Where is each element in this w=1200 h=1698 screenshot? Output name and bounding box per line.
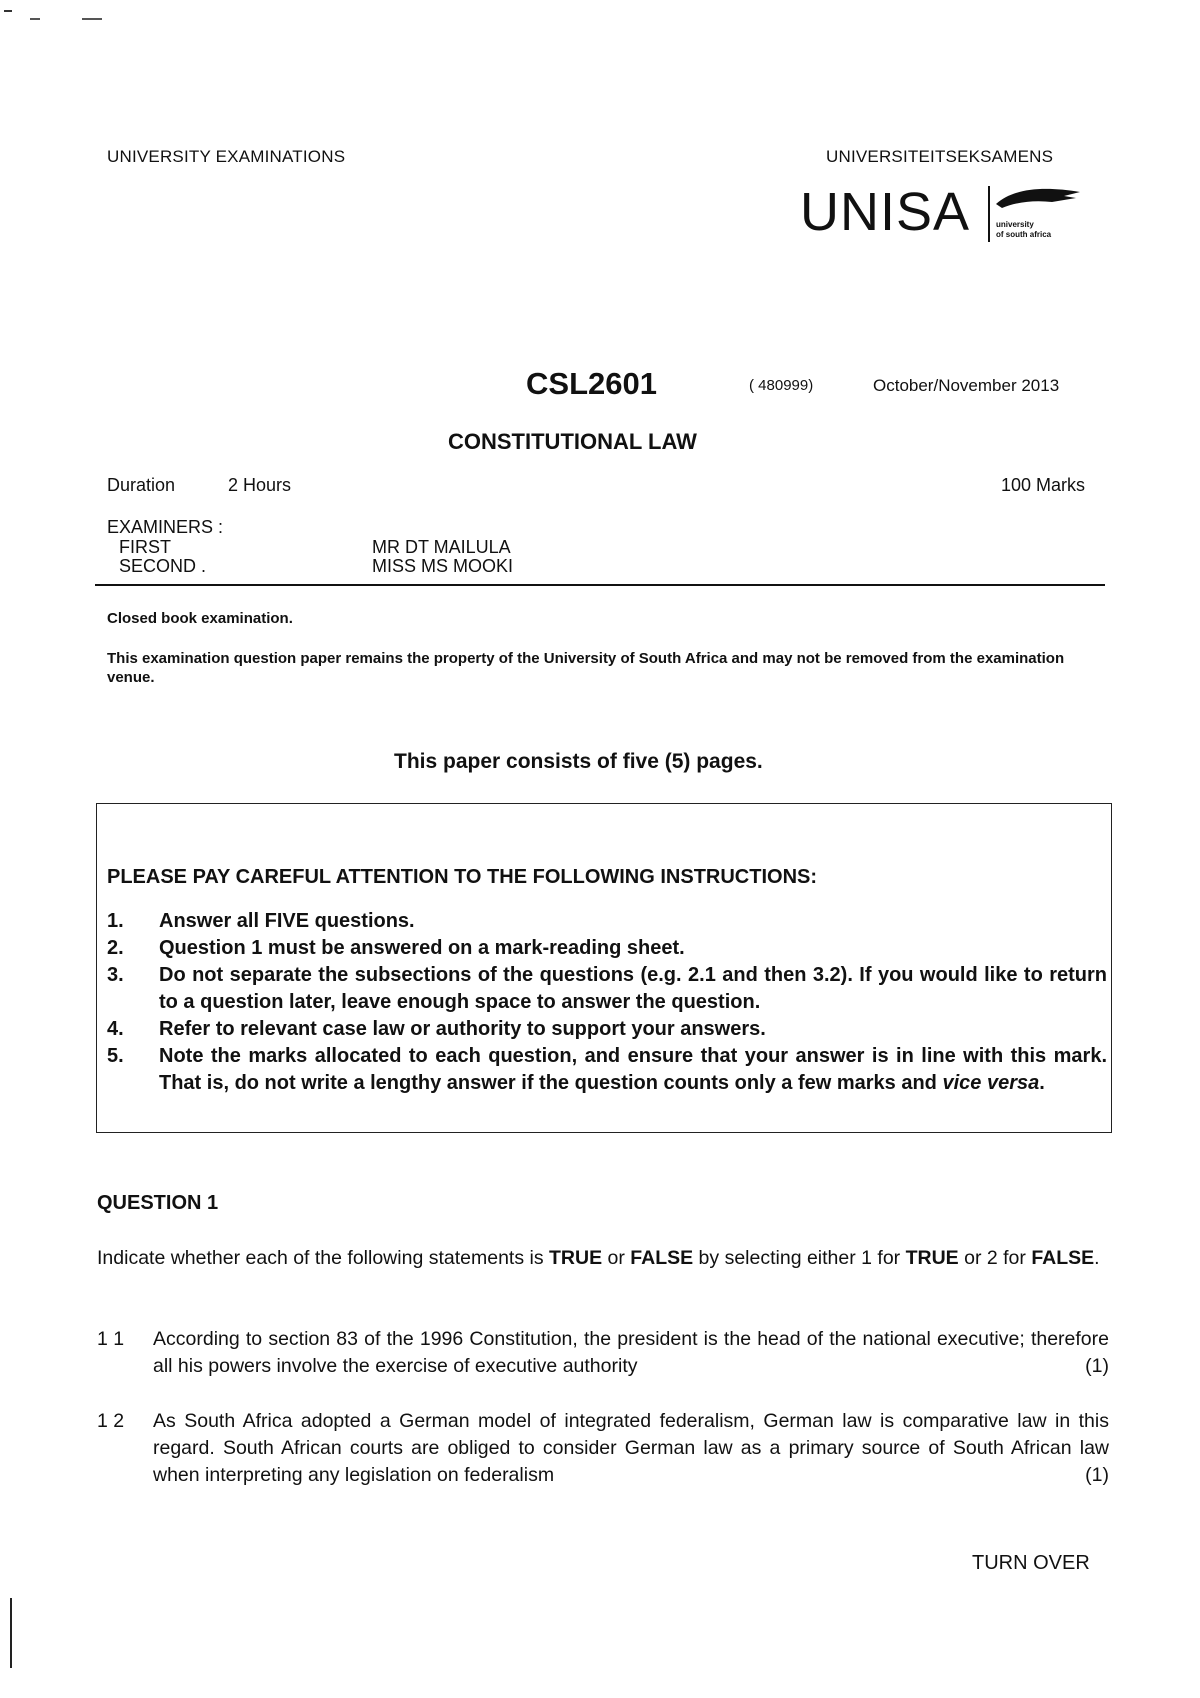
second-examiner-label: SECOND . [119, 556, 207, 576]
question-item [97, 1408, 1109, 1494]
intro-text: Indicate whether each of the following statements is [97, 1247, 550, 1269]
instruction-item [107, 962, 1107, 1016]
instructions-box [96, 803, 1112, 1133]
logo-divider [988, 186, 990, 242]
intro-true: TRUE [549, 1247, 603, 1269]
header-right-text: UNIVERSITEITSEKSAMENS [826, 147, 1054, 166]
header-left-text: UNIVERSITY EXAMINATIONS [107, 147, 346, 166]
duration-value: 2 Hours [228, 475, 292, 495]
logo-wordmark: UNISA [800, 182, 971, 242]
question-item-marks: (1) [1085, 1464, 1109, 1486]
instruction-emphasis: vice versa [942, 1072, 1040, 1094]
instruction-text: Do not separate the subsections of the questions (e.g. 2.1 and then 3.2). If you would like to return to a question later, leave enough space to answer the question. [159, 964, 1107, 1013]
turn-over-label: TURN OVER [972, 1552, 1090, 1574]
total-marks: 100 Marks [1001, 475, 1086, 495]
instruction-number: 3. [107, 964, 124, 986]
instruction-number: 1. [107, 910, 124, 932]
instruction-number: 2. [107, 937, 124, 959]
first-examiner-name: MR DT MAILULA [372, 537, 511, 557]
logo-sub-line1: university [996, 220, 1034, 229]
instruction-item [107, 935, 1107, 962]
question-item-number: 1 1 [97, 1328, 125, 1350]
intro-text: by selecting either 1 for [693, 1247, 906, 1269]
instruction-item [107, 1043, 1107, 1097]
question-item-text: As South Africa adopted a German model of integrated federalism, German law is comparative law in this regard. South African courts are obliged to consider German law as a primary source of South African law when interpreting any legislation on federalism [153, 1410, 1109, 1486]
instruction-text: Note the marks allocated to each question, and ensure that your answer is in line with this mark. That is, do not write a lengthy answer if the question counts only a few marks and [159, 1045, 1107, 1094]
instructions-title: PLEASE PAY CAREFUL ATTENTION TO THE FOLLOWING INSTRUCTIONS: [107, 866, 818, 888]
logo-sub-line2: of south africa [996, 230, 1052, 239]
intro-true: TRUE [905, 1247, 959, 1269]
scan-artifact [30, 18, 40, 20]
logo-bird-icon [994, 184, 1084, 214]
instruction-text: Refer to relevant case law or authority to support your answers. [159, 1018, 766, 1040]
scan-artifact [4, 10, 12, 12]
exam-number: ( 480999) [749, 377, 814, 394]
property-note: This examination question paper remains the property of the University of South Africa and may not be removed from the examination venue. [107, 650, 1065, 686]
course-code: CSL2601 [526, 366, 657, 401]
page-count-note: This paper consists of five (5) pages. [394, 750, 763, 773]
question-item-marks: (1) [1085, 1355, 1109, 1377]
intro-false: FALSE [1031, 1247, 1095, 1269]
instruction-number: 4. [107, 1018, 124, 1040]
intro-text: or 2 for [958, 1247, 1032, 1269]
instruction-text: Answer all FIVE questions. [159, 910, 415, 932]
instructions-list [107, 908, 1107, 1097]
intro-text: or [602, 1247, 631, 1269]
instruction-number: 5. [107, 1045, 124, 1067]
intro-text: . [1094, 1247, 1100, 1269]
instruction-text: Question 1 must be answered on a mark-reading sheet. [159, 937, 685, 959]
scan-artifact [82, 18, 102, 20]
exam-session: October/November 2013 [873, 376, 1060, 395]
closed-book-note: Closed book examination. [107, 610, 293, 627]
scan-edge-line [10, 1598, 12, 1668]
intro-false: FALSE [630, 1247, 694, 1269]
unisa-logo [800, 182, 1090, 252]
instruction-item [107, 1016, 1107, 1043]
question-item-text: According to section 83 of the 1996 Constitution, the president is the head of the national executive; therefore all his powers involve the exercise of executive authority [153, 1328, 1109, 1377]
question-item [97, 1326, 1109, 1386]
examiners-label: EXAMINERS : [107, 517, 224, 537]
question-heading: QUESTION 1 [97, 1192, 219, 1214]
instruction-text-end: . [1039, 1072, 1045, 1094]
question-item-number: 1 2 [97, 1410, 125, 1432]
question-intro [97, 1245, 1109, 1272]
instruction-item [107, 908, 1107, 935]
first-examiner-label: FIRST [119, 537, 171, 557]
duration-label: Duration [107, 475, 176, 495]
second-examiner-name: MISS MS MOOKI [372, 556, 514, 576]
header-divider [95, 584, 1105, 586]
exam-title: CONSTITUTIONAL LAW [448, 429, 697, 454]
